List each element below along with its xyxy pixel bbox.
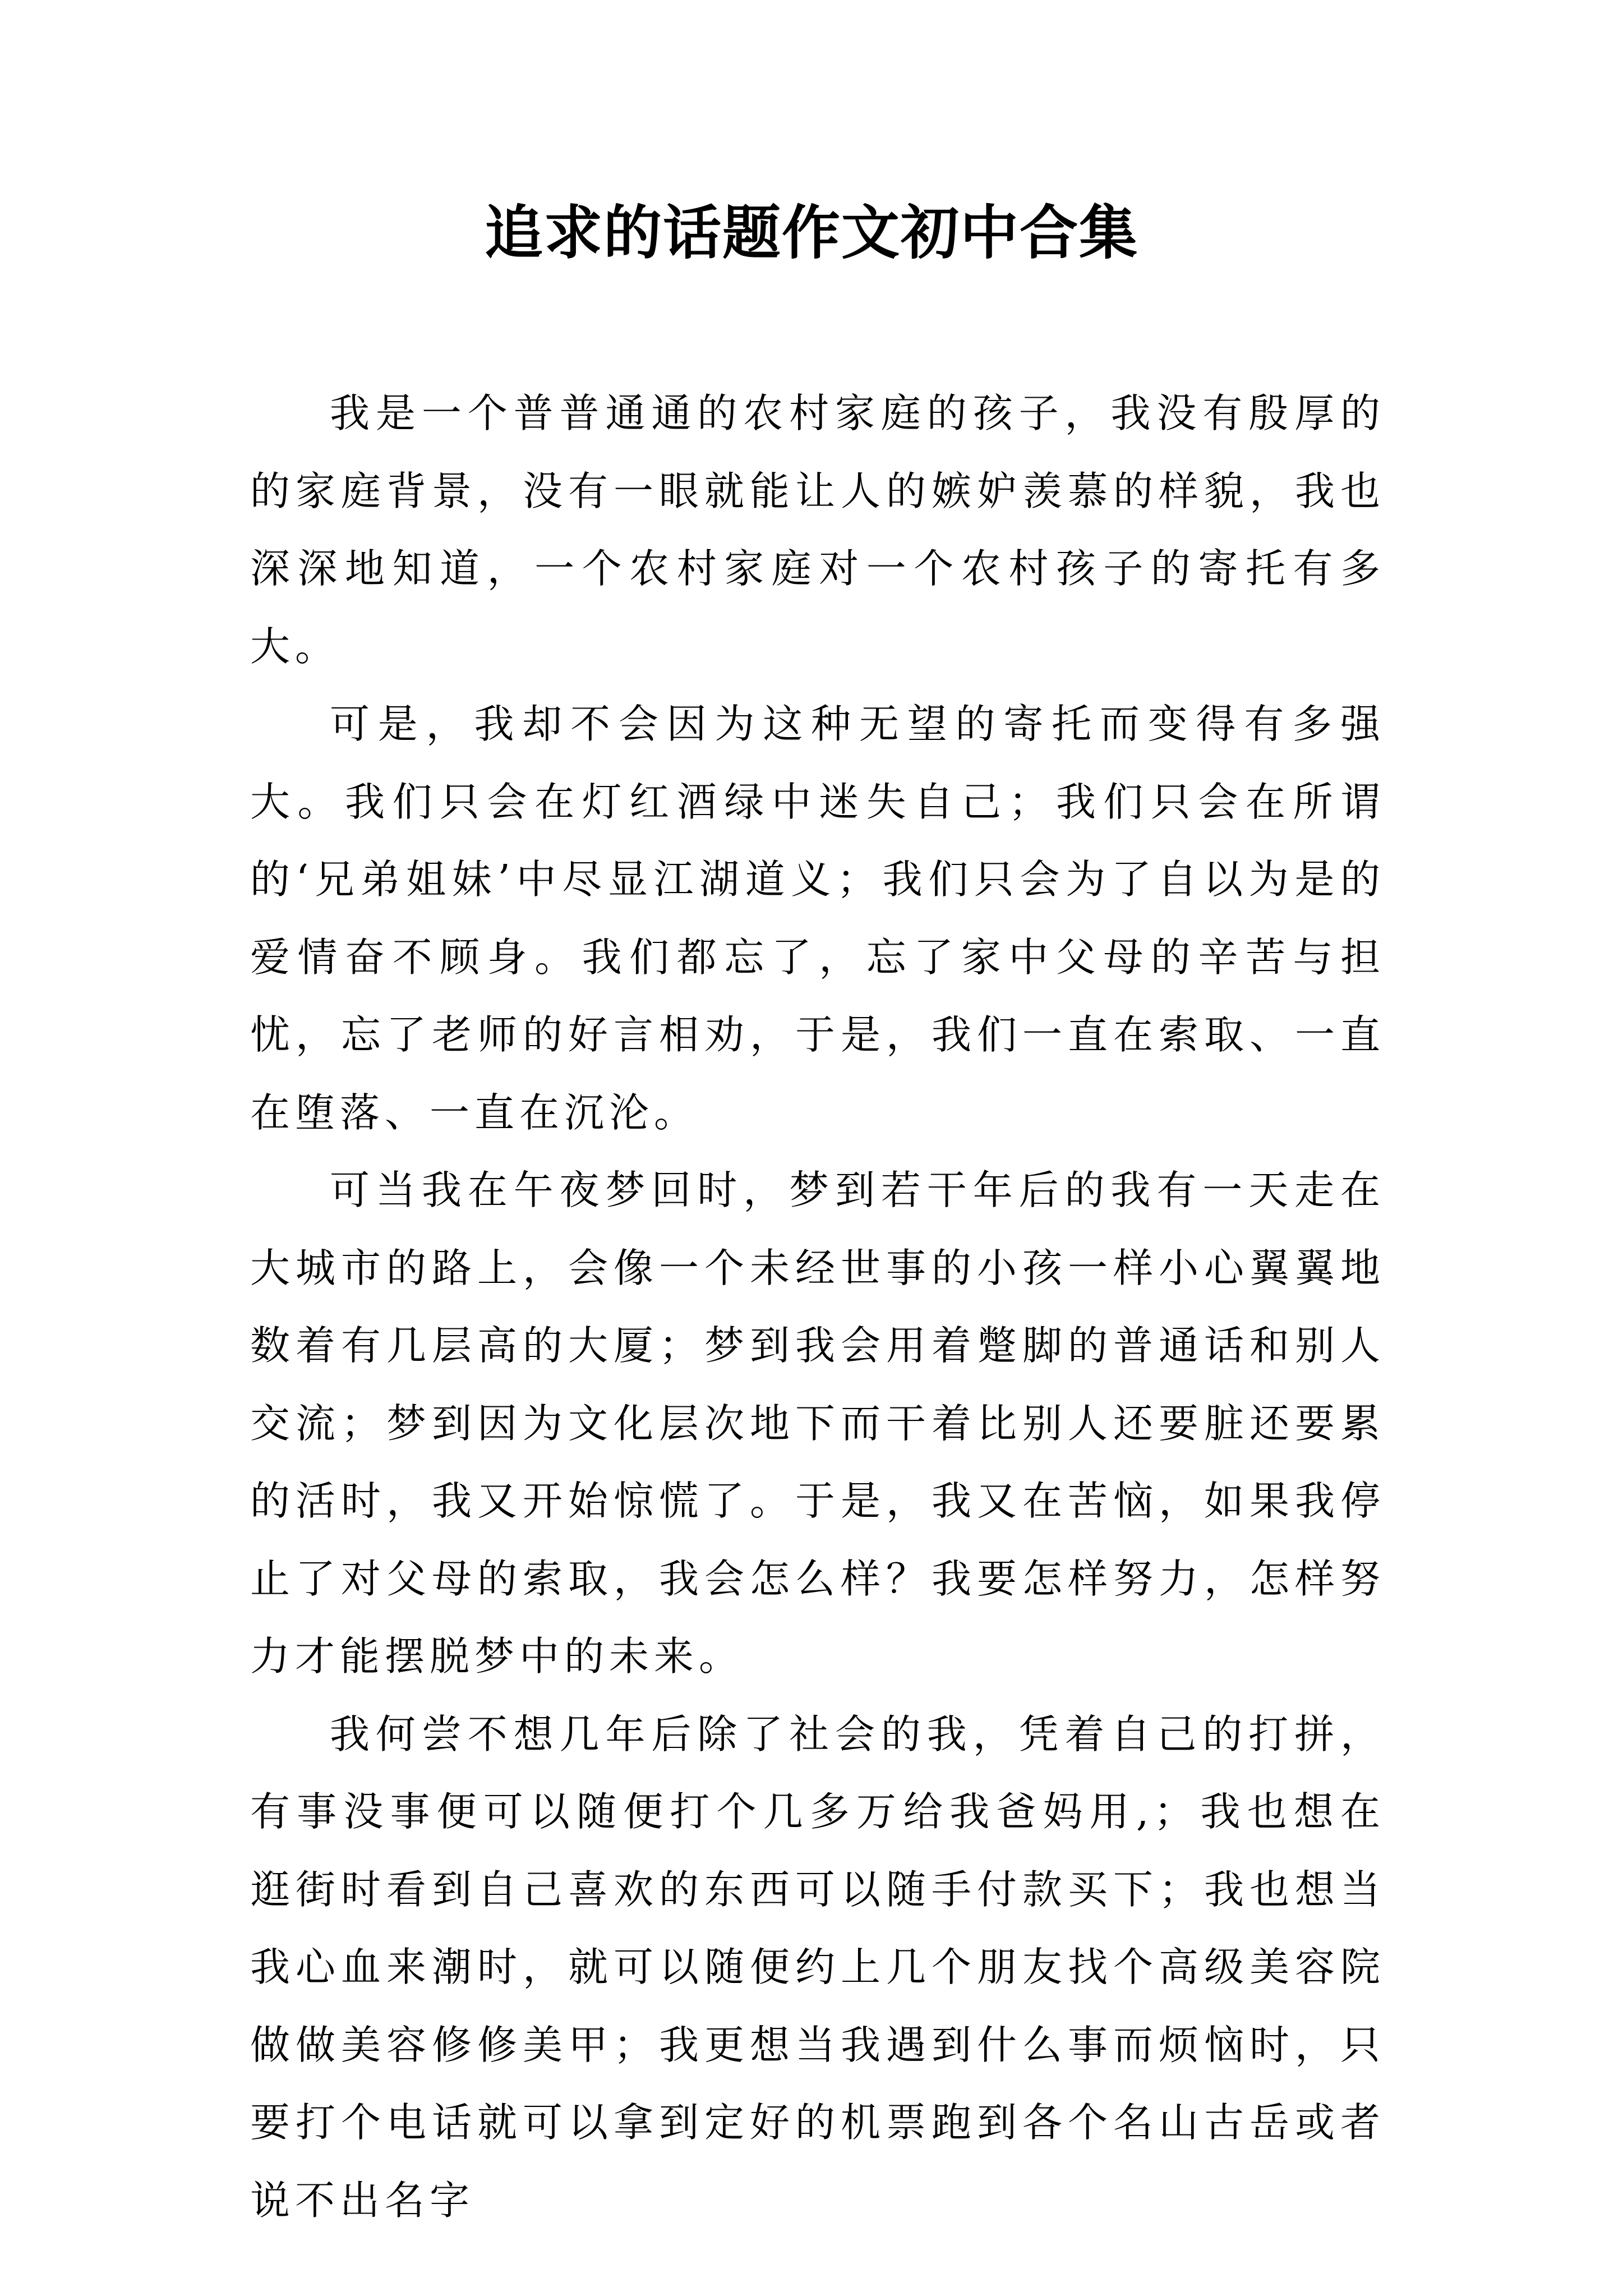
document-body: [250, 375, 1385, 2239]
paragraph-2: 可是，我却不会因为这种无望的寄托而变得有多强大。我们只会在灯红酒绿中迷失自己；我们只会在所谓的‘兄弟姐妹’中尽显江湖道义；我们只会为了自以为是的爱情奋不顾身。我们都忘了，忘了家中父母的辛苦与担忧，忘了老师的好言相劝，于是，我们一直在索取、一直在堕落、一直在沉沦。: [250, 701, 1385, 1136]
paragraph-4: 我何尝不想几年后除了社会的我，凭着自己的打拼，有事没事便可以随便打个几多万给我爸妈用,；我也想在逛街时看到自己喜欢的东西可以随手付款买下；我也想当我心血来潮时，就可以随便约上几个朋友找个高级美容院做做美容修修美甲；我更想当我遇到什么事而烦恼时，只要打个电话就可以拿到定好的机票跑到各个名山古岳或者说不出名字: [250, 1710, 1385, 2224]
paragraph-1: 我是一个普普通通的农村家庭的孩子，我没有殷厚的的家庭背景，没有一眼就能让人的嫉妒羡慕的样貌，我也深深地知道，一个农村家庭对一个农村孩子的寄托有多大。: [250, 390, 1385, 670]
paragraph-3: 可当我在午夜梦回时，梦到若干年后的我有一天走在大城市的路上，会像一个未经世事的小孩一样小心翼翼地数着有几层高的大厦；梦到我会用着蹩脚的普通话和别人交流；梦到因为文化层次地下而干着比别人还要脏还要累的活时，我又开始惊慌了。于是，我又在苦恼，如果我停止了对父母的索取，我会怎么样？我要怎样努力，怎样努力才能摆脱梦中的未来。: [250, 1167, 1385, 1680]
document-title: 追求的话题作文初中合集: [484, 198, 1138, 267]
